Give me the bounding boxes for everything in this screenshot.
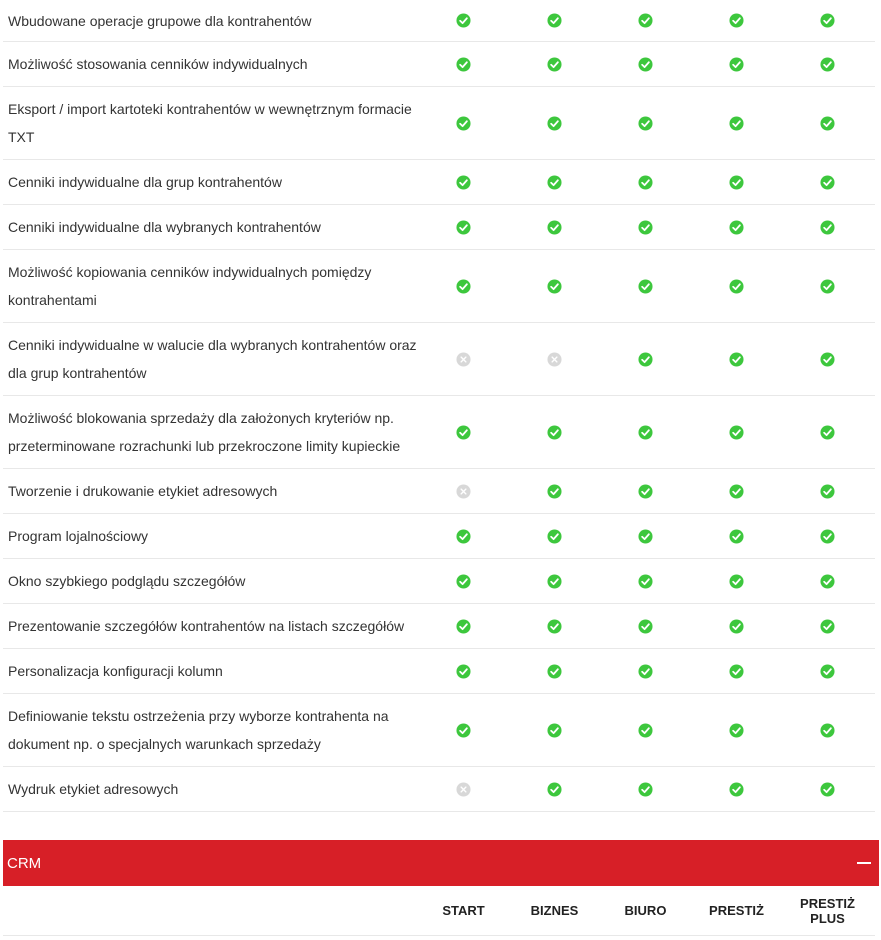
check-icon [456, 279, 471, 294]
plan-cell-1 [509, 57, 600, 72]
check-icon [820, 723, 835, 738]
feature-label: Personalizacja konfiguracji kolumn [8, 663, 223, 679]
plan-cell-3 [691, 782, 782, 797]
feature-table [3, 0, 875, 812]
plan-prestiz: PRESTIŻ [709, 903, 764, 918]
check-icon [638, 529, 653, 544]
plan-cell-0 [418, 175, 509, 190]
plan-cell-3 [691, 484, 782, 499]
plan-cell-2 [600, 723, 691, 738]
check-icon [638, 116, 653, 131]
check-icon [820, 175, 835, 190]
table-row [3, 559, 875, 604]
check-icon [729, 13, 744, 28]
plan-cell-1 [509, 619, 600, 634]
feature-label: Tworzenie i drukowanie etykiet adresowych [8, 483, 278, 499]
plan-cell-2 [600, 425, 691, 440]
cross-icon [456, 352, 471, 367]
check-icon [820, 116, 835, 131]
check-icon [820, 279, 835, 294]
plan-cell-3 [691, 574, 782, 589]
check-icon [729, 175, 744, 190]
plan-cell-3 [691, 279, 782, 294]
plan-cell-4 [782, 175, 873, 190]
check-icon [820, 352, 835, 367]
plan-cell-4 [782, 57, 873, 72]
plan-cell-4 [782, 279, 873, 294]
plan-cell-2 [600, 13, 691, 28]
plan-cell-3 [691, 13, 782, 28]
check-icon [820, 13, 835, 28]
check-icon [820, 529, 835, 544]
check-icon [456, 574, 471, 589]
check-icon [547, 664, 562, 679]
feature-label: Okno szybkiego podglądu szczegółów [8, 573, 246, 589]
cross-icon [547, 352, 562, 367]
crm-section-header[interactable] [3, 840, 879, 886]
plan-cell-2 [600, 220, 691, 235]
table-row [3, 396, 875, 469]
plan-cell-2 [600, 484, 691, 499]
check-icon [547, 484, 562, 499]
plan-cell-0 [418, 723, 509, 738]
check-icon [729, 664, 744, 679]
plan-cell-2 [600, 782, 691, 797]
plan-cell-4 [782, 723, 873, 738]
check-icon [729, 529, 744, 544]
check-icon [638, 220, 653, 235]
plan-cell-4 [782, 619, 873, 634]
feature-label: Wydruk etykiet adresowych [8, 781, 179, 797]
plan-cell-4 [782, 352, 873, 367]
check-icon [729, 116, 744, 131]
check-icon [547, 220, 562, 235]
check-icon [547, 116, 562, 131]
feature-label: Prezentowanie szczegółów kontrahentów na listach szczegółów [8, 618, 405, 634]
plan-cell-1 [509, 723, 600, 738]
plan-cell-4 [782, 484, 873, 499]
feature-label: Możliwość stosowania cenników indywidualnych [8, 56, 308, 72]
plan-cell-3 [691, 619, 782, 634]
plan-cell-1 [509, 220, 600, 235]
feature-label: Cenniki indywidualne w walucie dla wybranych kontrahentów oraz dla grup kontrahentów [8, 337, 417, 381]
check-icon [729, 425, 744, 440]
check-icon [638, 723, 653, 738]
table-row [3, 694, 875, 767]
plan-cell-4 [782, 220, 873, 235]
plan-cell-2 [600, 619, 691, 634]
table-row [3, 469, 875, 514]
plan-cell-4 [782, 116, 873, 131]
feature-label: Wbudowane operacje grupowe dla kontrahentów [8, 12, 312, 29]
plan-cell-3 [691, 529, 782, 544]
plan-cell-3 [691, 116, 782, 131]
table-row [3, 767, 875, 812]
plan-cell-2 [600, 279, 691, 294]
table-row [3, 0, 875, 42]
check-icon [638, 782, 653, 797]
check-icon [547, 574, 562, 589]
plan-prestiz-plus: PRESTIŻ PLUS [800, 895, 855, 926]
check-icon [456, 220, 471, 235]
plan-start: START [442, 903, 485, 918]
table-row [3, 42, 875, 87]
check-icon [547, 619, 562, 634]
check-icon [638, 619, 653, 634]
plan-cell-1 [509, 279, 600, 294]
plan-biuro: BIURO [624, 903, 667, 918]
plan-cell-2 [600, 116, 691, 131]
table-row [3, 205, 875, 250]
plan-cell-0 [418, 116, 509, 131]
plan-cell-0 [418, 279, 509, 294]
plan-cell-1 [509, 664, 600, 679]
feature-label: Definiowanie tekstu ostrzeżenia przy wyborze kontrahenta na dokument np. o specjalnych warunkach sprzedaży [8, 708, 389, 752]
feature-label: Eksport / import kartoteki kontrahentów w wewnętrznym formacie TXT [8, 101, 412, 145]
check-icon [729, 619, 744, 634]
check-icon [547, 13, 562, 28]
plan-cell-1 [509, 352, 600, 367]
plan-cell-2 [600, 664, 691, 679]
check-icon [547, 723, 562, 738]
check-icon [456, 723, 471, 738]
check-icon [638, 484, 653, 499]
plan-cell-3 [691, 220, 782, 235]
check-icon [456, 116, 471, 131]
check-icon [820, 484, 835, 499]
check-icon [638, 57, 653, 72]
plan-cell-1 [509, 13, 600, 28]
plan-cell-0 [418, 574, 509, 589]
check-icon [456, 664, 471, 679]
check-icon [456, 425, 471, 440]
plan-cell-3 [691, 664, 782, 679]
plan-cell-2 [600, 529, 691, 544]
check-icon [820, 425, 835, 440]
plan-cell-2 [600, 175, 691, 190]
plan-cell-2 [600, 57, 691, 72]
plan-header-row [3, 886, 875, 936]
check-icon [456, 13, 471, 28]
plan-cell-0 [418, 425, 509, 440]
plan-cell-3 [691, 425, 782, 440]
plan-cell-3 [691, 57, 782, 72]
check-icon [547, 425, 562, 440]
check-icon [820, 782, 835, 797]
check-icon [638, 175, 653, 190]
check-icon [729, 574, 744, 589]
plan-cell-0 [418, 619, 509, 634]
plan-cell-0 [418, 664, 509, 679]
check-icon [820, 664, 835, 679]
check-icon [456, 57, 471, 72]
plan-cell-1 [509, 529, 600, 544]
cross-icon [456, 782, 471, 797]
plan-cell-0 [418, 352, 509, 367]
plan-cell-0 [418, 220, 509, 235]
table-row [3, 323, 875, 396]
plan-cell-1 [509, 782, 600, 797]
feature-label: Program lojalnościowy [8, 528, 149, 544]
check-icon [820, 574, 835, 589]
feature-label: Cenniki indywidualne dla grup kontrahentów [8, 174, 282, 190]
table-row [3, 87, 875, 160]
plan-cell-1 [509, 175, 600, 190]
plan-cell-3 [691, 175, 782, 190]
check-icon [729, 352, 744, 367]
check-icon [638, 352, 653, 367]
check-icon [456, 175, 471, 190]
check-icon [820, 57, 835, 72]
table-row [3, 250, 875, 323]
plan-cell-3 [691, 723, 782, 738]
feature-label: Możliwość kopiowania cenników indywidualnych pomiędzy kontrahentami [8, 264, 372, 308]
cross-icon [456, 484, 471, 499]
check-icon [638, 574, 653, 589]
plan-cell-4 [782, 529, 873, 544]
plan-cell-4 [782, 425, 873, 440]
check-icon [820, 619, 835, 634]
plan-cell-4 [782, 664, 873, 679]
check-icon [729, 279, 744, 294]
check-icon [547, 529, 562, 544]
plan-cell-0 [418, 13, 509, 28]
plan-cell-1 [509, 574, 600, 589]
plan-cell-4 [782, 13, 873, 28]
check-icon [820, 220, 835, 235]
check-icon [456, 619, 471, 634]
plan-cell-2 [600, 574, 691, 589]
check-icon [547, 57, 562, 72]
check-icon [729, 220, 744, 235]
section-title: CRM [7, 854, 42, 872]
feature-label: Cenniki indywidualne dla wybranych kontrahentów [8, 219, 321, 235]
plan-cell-1 [509, 425, 600, 440]
check-icon [547, 782, 562, 797]
plan-biznes: BIZNES [530, 903, 579, 918]
plan-cell-3 [691, 352, 782, 367]
check-icon [638, 425, 653, 440]
table-row [3, 649, 875, 694]
check-icon [547, 279, 562, 294]
check-icon [456, 529, 471, 544]
table-row [3, 160, 875, 205]
check-icon [729, 723, 744, 738]
check-icon [729, 484, 744, 499]
plan-cell-0 [418, 782, 509, 797]
plan-cell-1 [509, 116, 600, 131]
table-row [3, 604, 875, 649]
plan-cell-0 [418, 529, 509, 544]
check-icon [638, 279, 653, 294]
plan-cell-0 [418, 484, 509, 499]
check-icon [547, 175, 562, 190]
plan-cell-4 [782, 782, 873, 797]
collapse-minus-icon[interactable] [857, 862, 871, 864]
plan-cell-1 [509, 484, 600, 499]
plan-cell-2 [600, 352, 691, 367]
plan-cell-0 [418, 57, 509, 72]
check-icon [729, 782, 744, 797]
check-icon [638, 664, 653, 679]
plan-cell-4 [782, 574, 873, 589]
check-icon [729, 57, 744, 72]
table-row [3, 514, 875, 559]
feature-label: Możliwość blokowania sprzedaży dla założonych kryteriów np. przeterminowane rozrachunki lub przekroczone limity kupieckie [8, 410, 401, 454]
check-icon [638, 13, 653, 28]
